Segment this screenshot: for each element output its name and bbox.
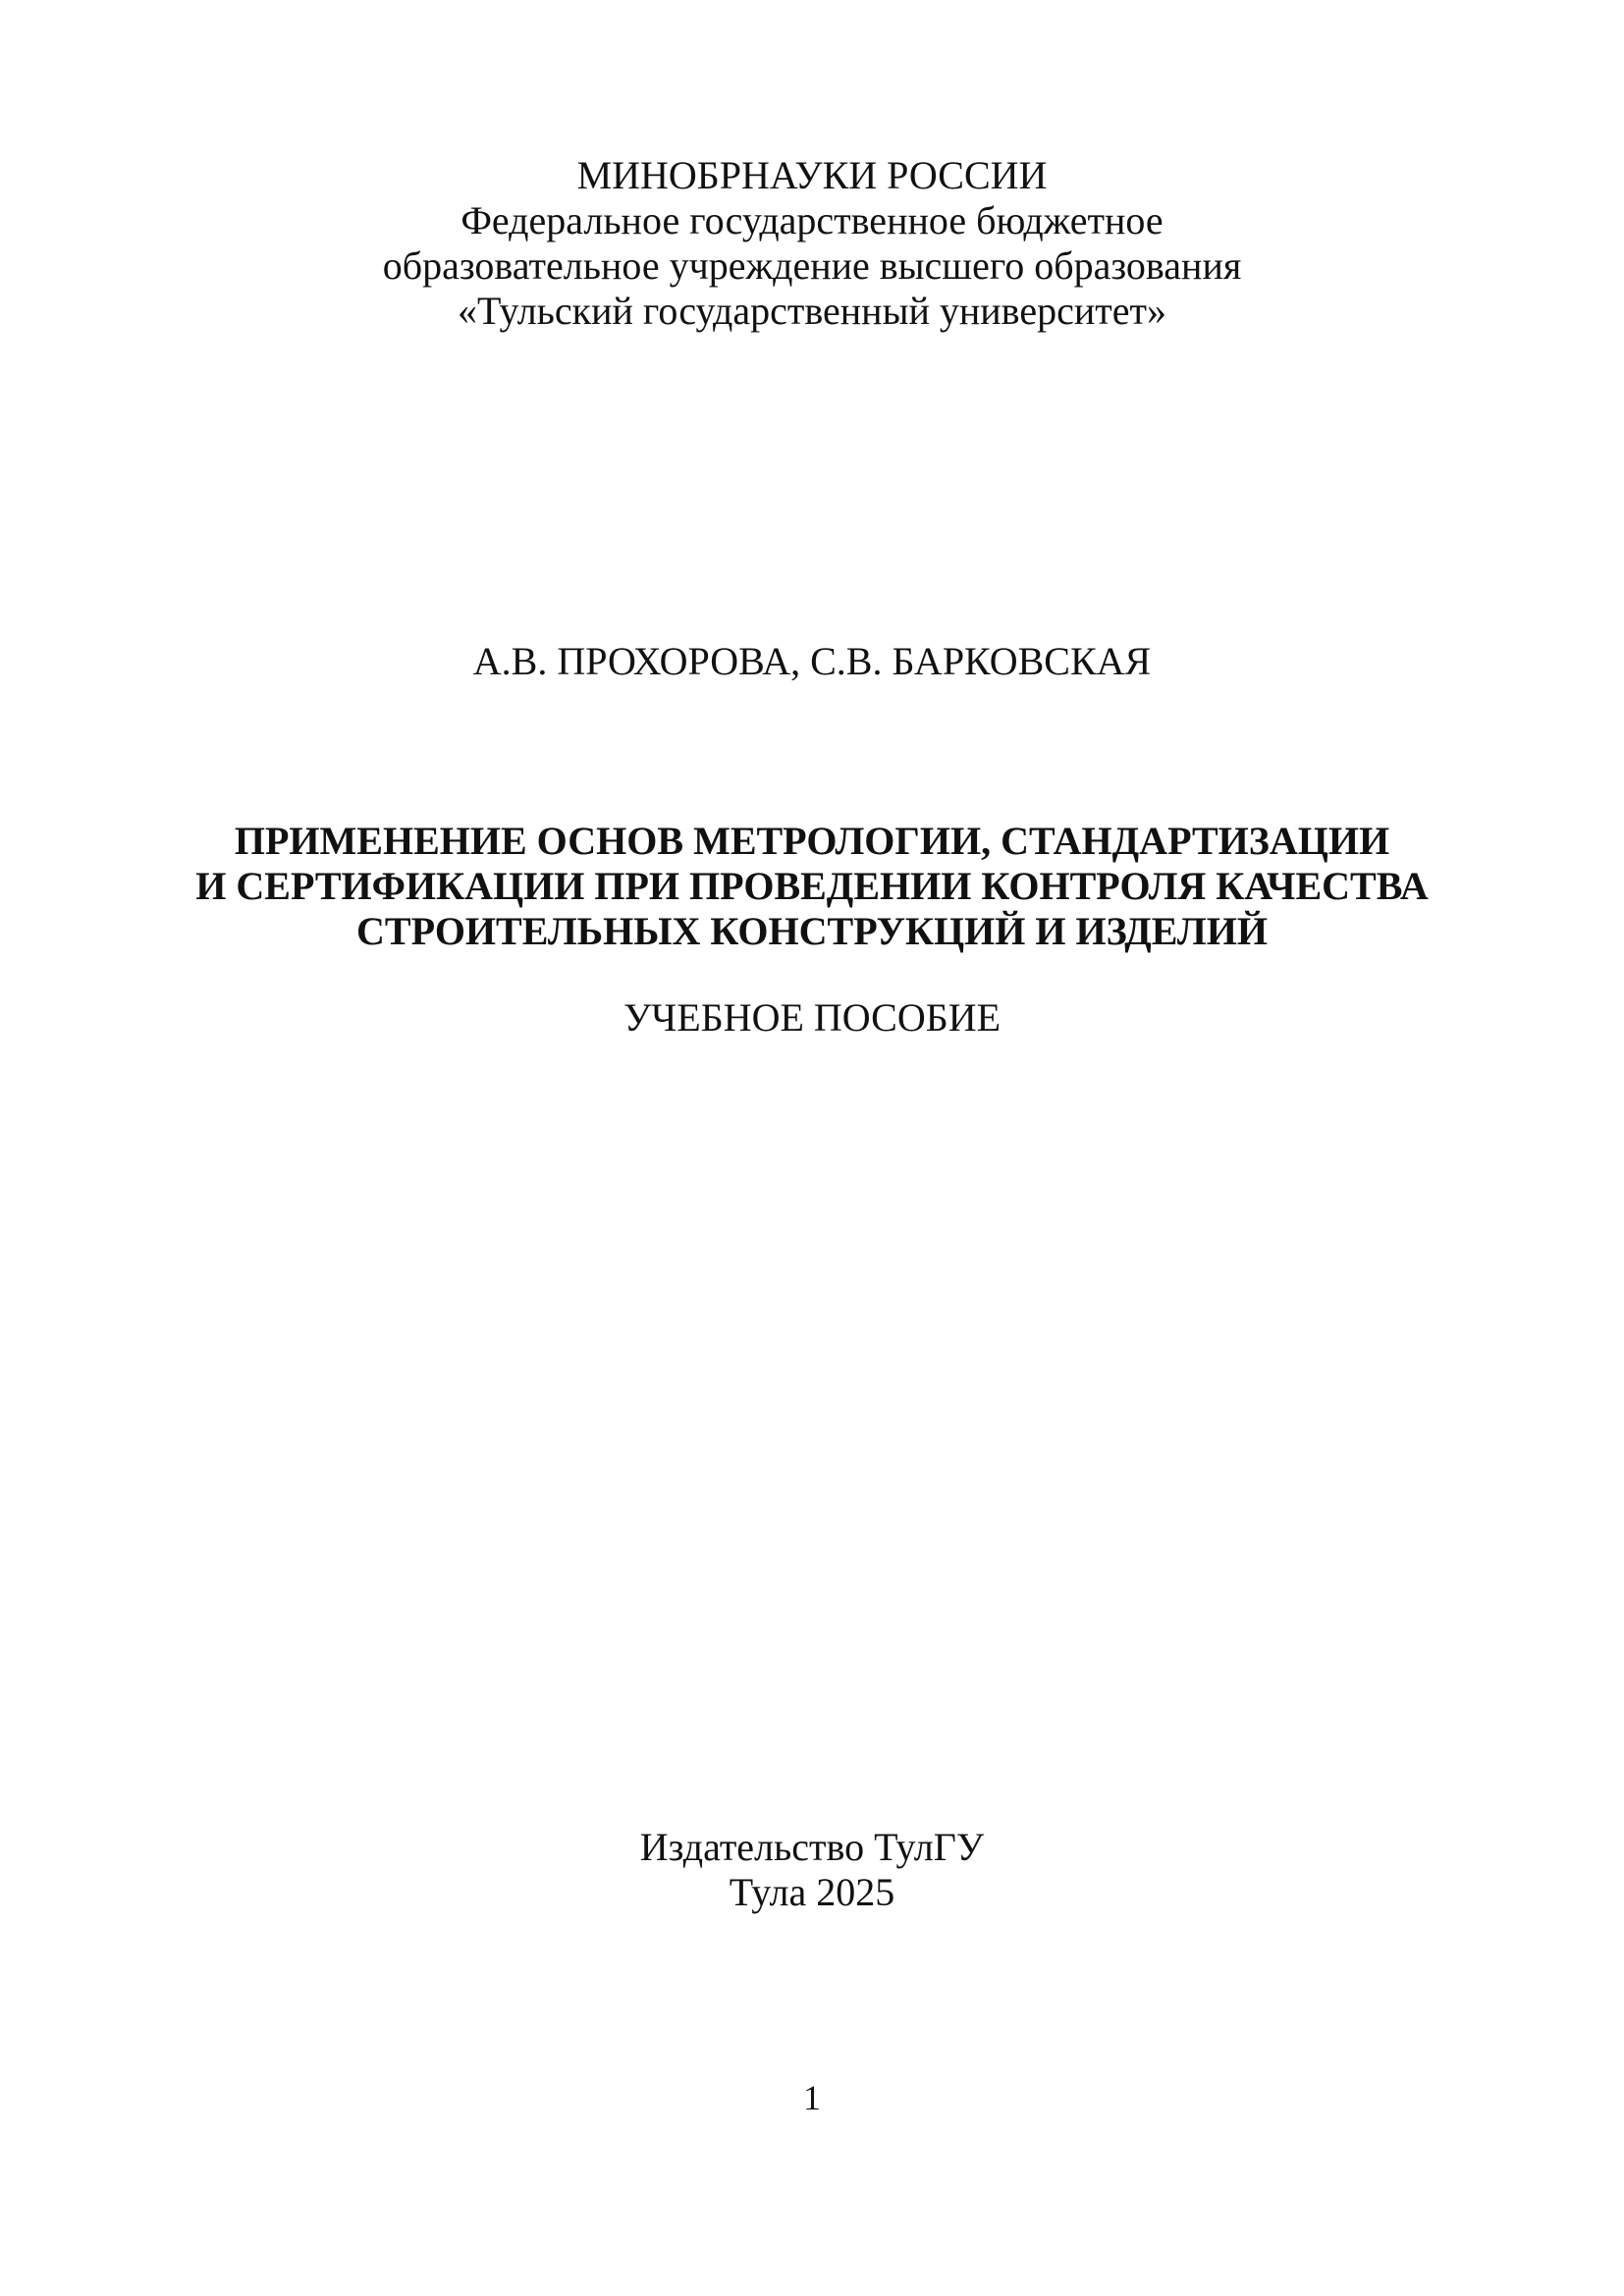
authors: А.В. ПРОХОРОВА, С.В. БАРКОВСКАЯ — [472, 639, 1152, 683]
university-name-line: «Тульский государственный университет» — [458, 289, 1166, 333]
title-line: СТРОИТЕЛЬНЫХ КОНСТРУКЦИЙ И ИЗДЕЛИЙ — [356, 909, 1268, 953]
document-title — [0, 819, 1624, 954]
publication-place-year: Тула 2025 — [729, 1870, 895, 1914]
title-line: ПРИМЕНЕНИЕ ОСНОВ МЕТРОЛОГИИ, СТАНДАРТИЗАЦИИ — [234, 819, 1390, 863]
publisher-block — [0, 1825, 1624, 1915]
title-line: И СЕРТИФИКАЦИИ ПРИ ПРОВЕДЕНИИ КОНТРОЛЯ КАЧЕСТВА — [195, 864, 1429, 908]
document-type: УЧЕБНОЕ ПОСОБИЕ — [623, 995, 1001, 1040]
institution-education-line: образовательное учреждение высшего образования — [382, 243, 1242, 288]
publisher-name: Издательство ТулГУ — [639, 1825, 985, 1869]
institution-type-line: Федеральное государственное бюджетное — [460, 198, 1164, 242]
institution-header — [0, 153, 1624, 334]
ministry-line: МИНОБРНАУКИ РОССИИ — [576, 153, 1048, 197]
page-number: 1 — [803, 2078, 821, 2117]
